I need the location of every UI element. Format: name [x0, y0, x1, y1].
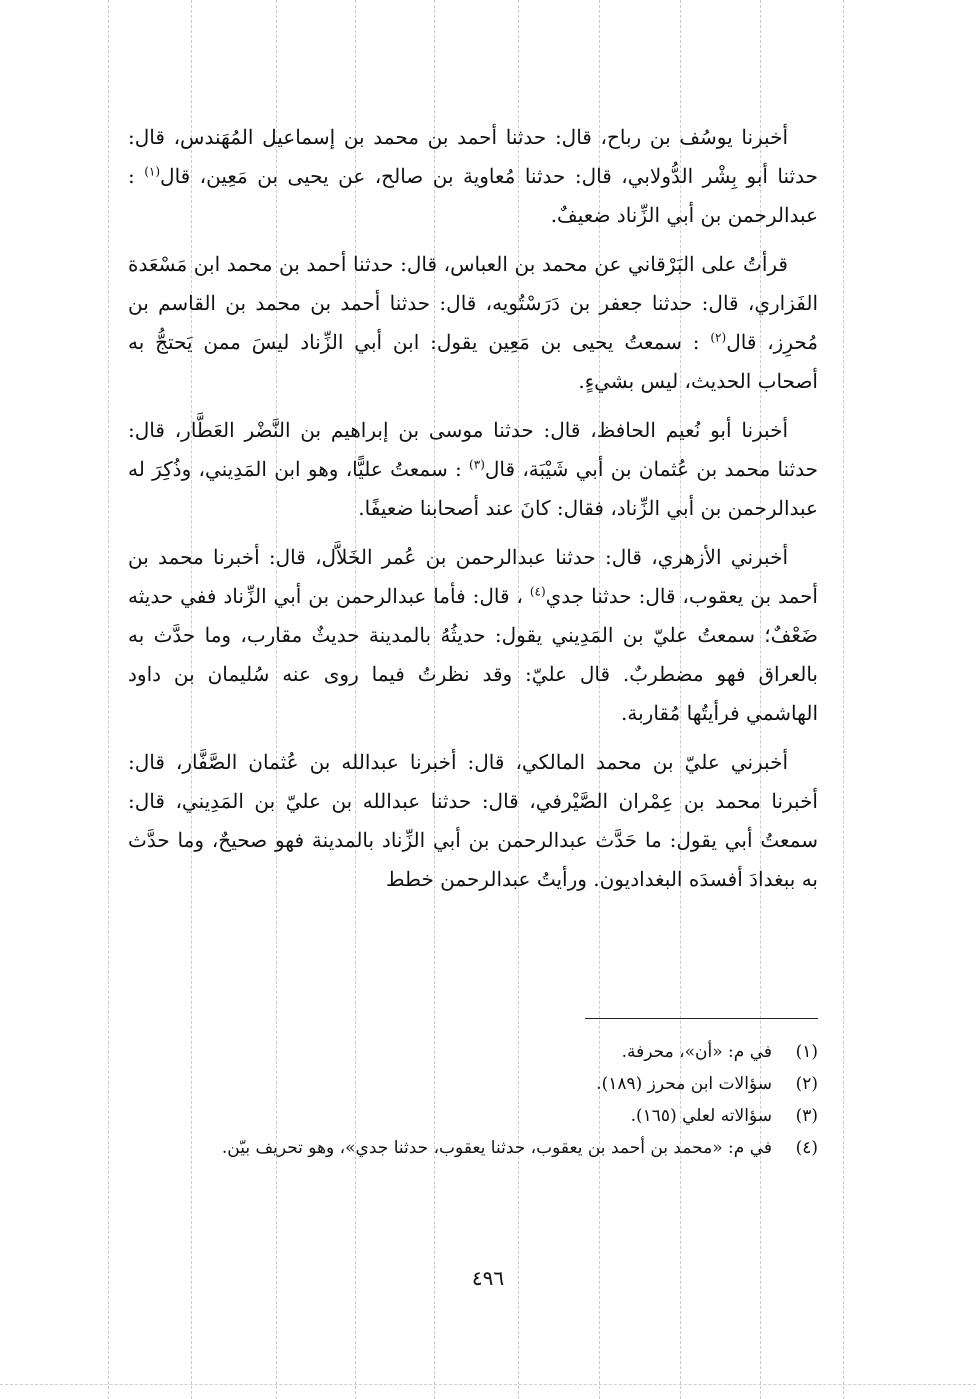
paragraph-text: ، قال: فأما عبدالرحمن بن أبي الزِّناد ففي حديثه ضَعْفٌ؛ سمعتُ عليّ بن المَدِيني يقول: حديثُهُ بالمدينة حديثٌ مقارب، وما حدَّث به بالعراق فهو مضطربٌ. قال عليّ: وقد نظرتُ فيما روى عنه سُليمان بن داود الهاشمي فرأيتُها مُقاربة.: [128, 584, 818, 725]
footnote-separator: [585, 1018, 818, 1019]
paragraph-text: أخبرنا يوسُف بن رباح، قال: حدثنا أحمد بن محمد بن إسماعيل المُهَندس، قال: حدثنا أبو بِشْر الدُّولابي، قال: حدثنا مُعاوية بن صالح، عن يحيى بن مَعِين، قال: [128, 125, 818, 188]
paragraph: [128, 743, 818, 899]
paragraph-text: : سمعتُ عليًّا، وهو ابن المَدِيني، وذُكِرَ له عبدالرحمن بن أبي الزِّناد، فقال: كانَ عند أصحابنا ضعيفًا.: [128, 457, 818, 520]
footnote-number: (٤): [795, 1138, 818, 1158]
footnote: [128, 1132, 818, 1164]
footnote: [128, 1036, 818, 1068]
footnote: [128, 1068, 818, 1100]
paragraph-text: قرأتُ على البَرْقاني عن محمد بن العباس، قال: حدثنا أحمد بن محمد ابن مَسْعَدة الفَزاري، قال: حدثنا جعفر بن دَرَسْتُويه، قال: حدثنا أحمد بن محمد بن القاسم بن مُحرِز، قال: [128, 252, 818, 354]
footnote-number: (١): [795, 1042, 818, 1062]
paragraph-text: أخبرني عليّ بن محمد المالكي، قال: أخبرنا عبدالله بن عُثمان الصَّفَّار، قال: أخبرنا محمد بن عِمْران الصَّيْرفي، قال: حدثنا عبدالله بن عليّ بن المَدِيني، قال: سمعتُ أبي يقول: ما حَدَّث عبدالرحمن بن أبي الزِّناد بالمدينة فهو صحيحٌ، وما حدَّث به ببغدادَ أفسدَه البغداديون. ورأيتُ عبدالرحمن خطط: [128, 750, 818, 891]
scan-guide-line: [0, 1384, 976, 1385]
footnote-reference[interactable]: (٤): [529, 584, 546, 599]
paragraph-text: أخبرني الأزهري، قال: حدثنا عبدالرحمن بن عُمر الخَلاَّل، قال: أخبرنا محمد بن أحمد بن يعقوب، قال: حدثنا جدي: [128, 545, 818, 608]
footnote-number: (٣): [795, 1106, 818, 1126]
paragraph-text: : عبدالرحمن بن أبي الزِّناد ضعيفٌ.: [128, 164, 818, 227]
paragraph: [128, 538, 818, 733]
page-body: [128, 118, 818, 909]
paragraph-text: : سمعتُ يحيى بن مَعِين يقول: ابن أبي الزِّناد ليسَ ممن يَحتجُّ به أصحاب الحديث، ليس بشيءٍ.: [128, 330, 818, 393]
paragraph-text: أخبرنا أبو نُعيم الحافظ، قال: حدثنا موسى بن إبراهيم بن النَّضْر العَطَّار، قال: حدثنا محمد بن عُثمان بن أبي شَيْبَة، قال: [128, 418, 819, 481]
footnote-text: سؤالاته لعلي (١٦٥).: [630, 1106, 772, 1126]
footnote-reference[interactable]: (٣): [469, 457, 485, 472]
footnote-reference[interactable]: (٢): [710, 330, 727, 345]
footnote-text: سؤالات ابن محرز (١٨٩).: [596, 1074, 772, 1094]
footnote-text: في م: «محمد بن أحمد بن يعقوب، حدثنا يعقوب، حدثنا جدي»، وهو تحريف بيّن.: [221, 1138, 772, 1158]
page-number: ٤٩٦: [471, 1266, 505, 1290]
footnote: [128, 1100, 818, 1132]
scan-guide-line: [108, 0, 109, 1399]
paragraph: [128, 411, 818, 528]
paragraph: [128, 245, 818, 401]
footnotes: [128, 1036, 818, 1164]
paragraph: [128, 118, 818, 235]
footnote-reference[interactable]: (١): [144, 164, 161, 179]
scan-guide-line: [843, 0, 844, 1399]
footnote-text: في م: «أن»، محرفة.: [621, 1042, 772, 1062]
footnote-number: (٢): [795, 1074, 818, 1094]
